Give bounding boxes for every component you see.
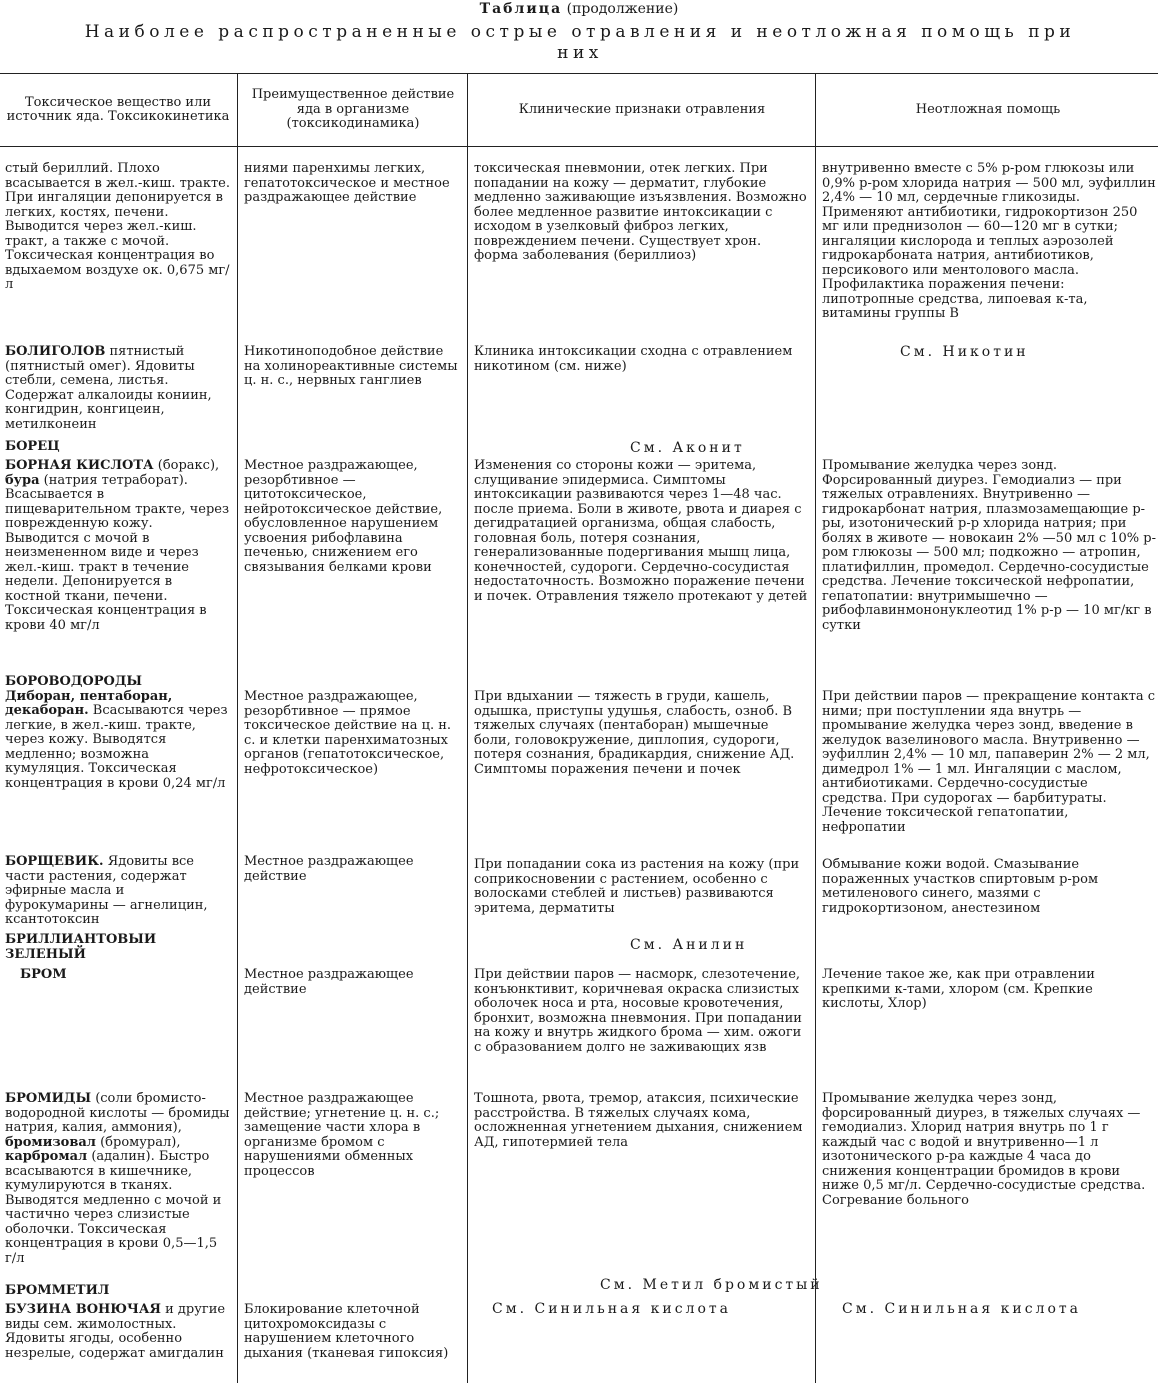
row-elder-text: и другие виды сем. жимолостных. Ядовиты ягоды, особенно незрелые, содержат амигдалин [5,1303,226,1361]
row-boligolov-substance [5,345,231,435]
row-hogweed-clinical: При попадании сока из растения на кожу (при соприкосновении с растением, особенно с волосками стеблей и листьев) развиваются эритема, дерматиты [474,858,800,916]
row-bromides-aid: Промывание желудка через зонд, форсированный диурез, в тяжелых случаях — гемодиализ. Хлорид натрия внутрь по 1 г каждый час с водой и внутривенно—1 л изотонического р-ра каждые 4 часа до снижения концентрации бромидов в крови ниже 0,5 мг/л. Сердечно-сосудистые средства. Согревание больного [822,1092,1146,1208]
page-title: Наиболее распространенные острые отравления и неотложная помощь при них [84,22,1076,63]
row-beryllium-substance: стый бериллий. Плохо всасывается в жел.-киш. тракте. При ингаляции депонируется в легких, костях, печени. Выводится через жел.-киш. тракт, а также с мочой. Токсическая концентрация во вдыхаемом воздухе ок. 0,675 мг/л [5,162,230,292]
column-header-clinical: Клинические признаки отравления [518,101,766,117]
row-boric-acid-aid: Промывание желудка через зонд. Форсированный диурез. Гемодиализ — при тяжелых отравлениях. Внутривенно — гидрокарбонат натрия, плазмозамещающие р-ры, изотонический р-р хлорида натрия; при болях в животе — новокаин 2% —50 мл с 10% р-ром глюкозы — 500 мл; подкожно — атропин, платифиллин, промедол. Сердечно-сосудистые средства. Лечение токсической нефропатии, гепатопатии: внутримышечно — рибофлавинмононуклеотид 1% р-р — 10 мг/кг в сутки [822,459,1156,633]
row-bromides-action: Местное раздражающее действие; угнетение ц. н. с.; замещение части хлора в организме бромом с нарушениями обменных процессов [244,1092,440,1179]
row-elder-substance [5,1303,231,1381]
row-bromine-aid: Лечение такое же, как при отравлении крепкими к-тами, хлором (см. Крепкие кислоты, Хлор) [822,968,1095,1011]
row-borohydrides-text: Всасываются через легкие, в жел.-киш. тракте, через кожу. Выводятся медленно; возможна кумуляция. Токсическая концентрация в крови 0,24 мг/л [5,703,228,791]
row-boric-acid-name-rest: (боракс), [157,459,220,473]
row-boric-acid-name2: бура [5,472,40,488]
row-hogweed-text: Ядовиты все части растения, содержат эфирные масла и фурокумарины — агнелицин, ксантотоксин [5,855,208,927]
column-header-aid: Неотложная помощь [915,101,1061,117]
row-borohydrides-aid: При действии паров — прекращение контакта с ними; при поступлении яда внутрь — промывание желудка через зонд, введение в желудок вазелинового масла. Внутривенно — эуфиллин 2,4% — 10 мл, папаверин 2% — 2 мл, димедрол 1% — 1 мл. Ингаляции с маслом, антибиотиками. Сердечно-сосудистые средства. При судорогах — барбитураты. Лечение токсической гепатопатии, нефропатии [822,690,1156,835]
column-header-substance: Токсическое вещество или источник яда. Токсикокинетика [6,94,230,124]
column-divider-3 [815,73,816,1383]
row-boligolov-name: БОЛИГОЛОВ [5,345,106,359]
row-hogweed-substance [5,855,231,935]
row-borohydrides-sub: Диборан, пентаборан, декаборан. [5,688,173,718]
row-borets-name: БОРЕЦ [5,440,60,454]
row-borohydrides-substance [5,675,231,825]
row-hogweed-action: Местное раздражающее действие [244,855,414,884]
row-brilliant-green-name: БРИЛЛИАНТОВЫЙ ЗЕЛЕНЫЙ [5,933,157,962]
row-boric-acid-text: (натрия тетраборат). Всасывается в пищеварительном тракте, через поврежденную кожу. Выводится с мочой в неизмененном виде и через жел.-киш. тракт в течение недели. Депонируется в костной ткани, печени. Токсическая концентрация в крови 40 мг/л [5,472,230,633]
table-label [0,0,1158,18]
row-bromides-name: БРОМИДЫ [5,1092,92,1106]
row-brommethyl-name: БРОММЕТИЛ [5,1284,110,1298]
row-bromides-name2: бромизовал [5,1134,96,1150]
row-brilliant-green-see: См. Анилин [630,937,748,953]
row-bromides-substance [5,1092,231,1282]
column-divider-1 [237,73,238,1383]
table-continuation: (продолжение) [566,1,679,17]
row-bromine-clinical: При действии паров — насморк, слезотечение, конъюнктивит, коричневая окраска слизистых оболочек носа и рта, носовые кровотечения, бронхит, возможна пневмония. При попадании на кожу и внутрь жидкого брома — хим. ожоги с образованием долго не заживающих язв [474,968,802,1055]
row-boligolov-aid: См. Никотин [900,345,1029,360]
table-label-word: Таблица [479,1,563,17]
row-beryllium-action: ниями паренхимы легких, гепатотоксическое и местное раздражающее действие [244,162,450,205]
header-top-rule [0,73,1158,74]
row-hogweed-aid: Обмывание кожи водой. Смазывание пораженных участков спиртовым р-ром метиленового синего, мазями с гидрокортизоном, анестезином [822,858,1099,916]
row-elder-clinical: См. Синильная кислота [492,1301,732,1317]
column-divider-2 [467,73,468,1383]
row-boligolov-action: Никотиноподобное действие на холинореактивные системы ц. н. с., нервных ганглиев [244,345,458,388]
row-boric-acid-clinical: Изменения со стороны кожи — эритема, слущивание эпидермиса. Симптомы интоксикации развиваются через 1—48 час. после приема. Боли в животе, рвота и диарея с дегидратацией организма, общая слабость, головная боль, потеря сознания, генерализованные подергивания мышц лица, конечностей, судороги. Сердечно-сосудистая недостаточность. Возможно поражение печени и почек. Отравления тяжело протекают у детей [474,459,808,604]
row-boligolov-clinical: Клиника интоксикации сходна с отравлением никотином (см. ниже) [474,345,793,374]
row-hogweed-name: БОРЩЕВИК. [5,855,104,869]
row-borohydrides-name: БОРОВОДОРОДЫ [5,675,143,689]
row-bromides-name3: карбромал [5,1149,88,1164]
row-bromine-name: БРОМ [20,968,67,982]
header-bottom-rule [0,146,1158,147]
row-beryllium-clinical: токсическая пневмонии, отек легких. При попадании на кожу — дерматит, глубокие медленно заживающие изъязвления. Возможно более медленное развитие интоксикации с исходом в узелковый фиброз легких, повреждением печени. Существует хрон. форма заболевания (бериллиоз) [474,162,807,263]
row-bromides-text-a: (соли бромисто-водородной кислоты — бромиды натрия, калия, аммония), [5,1092,230,1135]
row-beryllium-aid: внутривенно вместе с 5% р-ром глюкозы или 0,9% р-ром хлорида натрия — 500 мл, эуфиллин 2,4% — 10 мл, сердечные гликозиды. Применяют антибиотики, гидрокортизон 250 мг или преднизолон — 60—120 мг в сутки; ингаляции кислорода и теплых аэрозолей гидрокарбоната натрия, антибиотиков, персикового или ментолового масла. Профилактика поражения печени: липотропные средства, липоевая к-та, витамины группы В [822,162,1156,321]
row-bromides-clinical: Тошнота, рвота, тремор, атаксия, психические расстройства. В тяжелых случаях кома, осложненная угнетением дыхания, снижением АД, гипотермией тела [474,1092,803,1150]
row-bromides-text-b: (бромурал), [100,1134,181,1150]
row-brommethyl-see: См. Метил бромистый [600,1277,823,1293]
row-elder-aid: См. Синильная кислота [842,1301,1082,1317]
row-elder-name: БУЗИНА ВОНЮЧАЯ [5,1303,161,1317]
row-bromine-action: Местное раздражающее действие [244,968,414,997]
row-boric-acid-name: БОРНАЯ КИСЛОТА [5,459,154,473]
row-borets-see: См. Аконит [630,440,745,456]
row-boric-acid-substance [5,459,231,639]
row-boligolov-text: пятнистый (пятнистый омег). Ядовиты стебли, семена, листья. Содержат алкалоиды кониин, конгидрин, конгицеин, метилконеин [5,345,212,432]
column-header-action: Преимущественное действие яда в организме (токсикодинамика) [251,87,455,132]
row-elder-action: Блокирование клеточной цитохромоксидазы с нарушением клеточного дыхания (тканевая гипоксия) [244,1303,449,1361]
row-borohydrides-action: Местное раздражающее, резорбтивное — прямое токсическое действие на ц. н. с. и клетки паренхиматозных органов (гепатотоксическое, нефротоксическое) [244,690,452,777]
row-boric-acid-action: Местное раздражающее, резорбтивное — цитотоксическое, нейротоксическое действие, обусловленное нарушением усвоения рибофлавина печенью, снижением его связывания белками крови [244,459,443,575]
row-borohydrides-clinical: При вдыхании — тяжесть в груди, кашель, одышка, приступы удушья, слабость, озноб. В тяжелых случаях (пентаборан) мышечные боли, головокружение, диплопия, судороги, потеря сознания, брадикардия, снижение АД. Симптомы поражения печени и почек [474,690,795,777]
row-bromides-text-c: (адалин). Быстро всасываются в кишечнике, кумулируются в тканях. Выводятся медленно с мочой и частично через слизистые оболочки. Токсическая концентрация в крови 0,5—1,5 г/л [5,1149,222,1266]
